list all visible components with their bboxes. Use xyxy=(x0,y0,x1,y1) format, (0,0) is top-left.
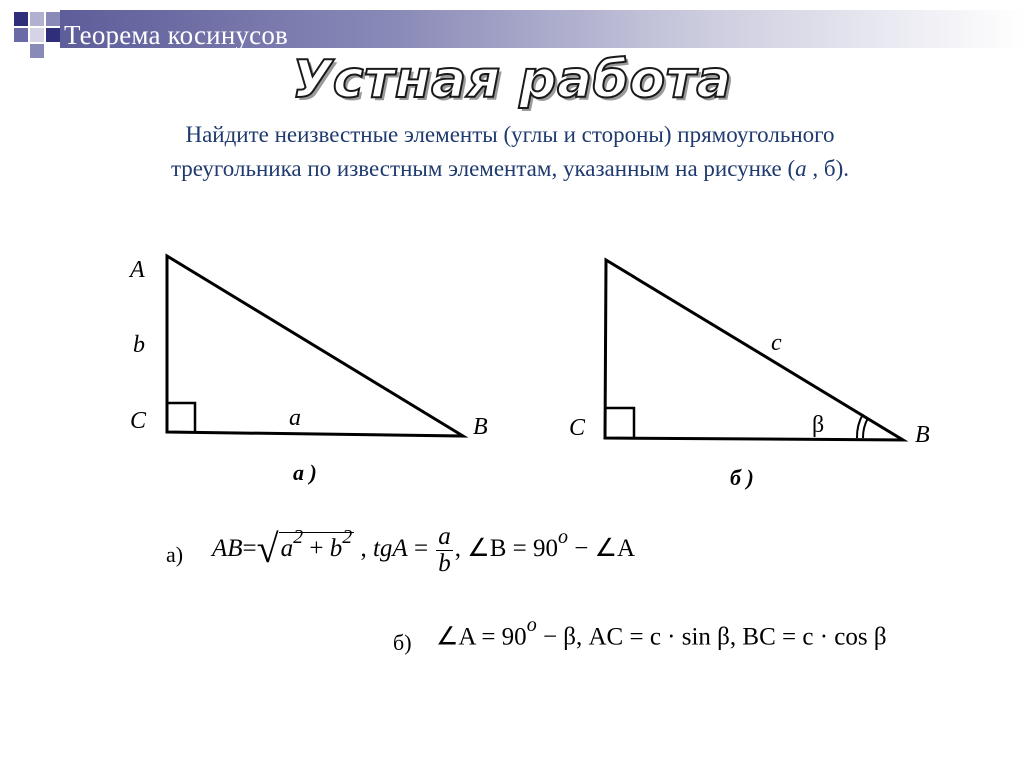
formula-a-comma1: , xyxy=(354,535,373,563)
task-line-1: Найдите неизвестные элементы (углы и стороны) прямоугольного xyxy=(185,122,835,147)
fraction-denominator: b xyxy=(438,550,451,577)
sqrt-body xyxy=(279,525,355,563)
side-label-a: a xyxy=(289,405,301,431)
side-label-b: b xyxy=(133,332,145,358)
topic-title: Теорема косинусов xyxy=(64,20,289,50)
formula-a-tg: tgA xyxy=(372,535,408,563)
figure-a xyxy=(128,256,488,485)
formula-b-part1: ∠A = 90 xyxy=(436,623,527,651)
formula-a-ab: AB xyxy=(212,535,243,563)
fraction-numerator: a xyxy=(438,523,451,550)
sqrt-b-power: 2 xyxy=(342,525,353,548)
caption-a: а ) xyxy=(293,460,317,485)
fraction-a-over-b xyxy=(436,524,453,577)
right-angle-mark-a xyxy=(167,403,195,432)
formula-a xyxy=(212,524,635,577)
sqrt-b: b xyxy=(329,535,343,563)
vertex-a-C: C xyxy=(130,408,147,434)
answer-b-label: б) xyxy=(393,630,412,655)
angle-label-beta: β xyxy=(812,412,825,438)
triangle-b xyxy=(605,260,903,440)
formula-a-degree: o xyxy=(557,525,568,548)
task-line-2-start: треугольника по известным элементам, указанным на рисунке ( xyxy=(170,156,796,181)
triangle-a xyxy=(167,256,463,436)
sqrt-plus: + xyxy=(303,535,330,563)
side-label-c: c xyxy=(771,330,782,356)
answer-a-label: а) xyxy=(166,542,184,567)
right-angle-mark-b xyxy=(605,408,634,438)
sqrt-icon: √ xyxy=(256,526,279,572)
vertex-b-C: C xyxy=(569,415,586,441)
formula-a-comma2: , xyxy=(454,535,468,563)
vertex-a-A: A xyxy=(130,257,145,283)
sqrt-expression xyxy=(257,525,355,572)
formula-a-rest: − ∠A xyxy=(567,535,636,563)
formula-a-eq: = xyxy=(242,535,257,563)
formula-b-degree: o xyxy=(526,614,537,636)
slide-title: Устная работа xyxy=(292,50,732,110)
angle-arc-1 xyxy=(863,418,868,438)
task-line-2-a: а xyxy=(795,156,807,181)
vertex-b-B: B xyxy=(915,422,930,448)
sqrt-a-power: 2 xyxy=(293,525,304,548)
figure-b xyxy=(569,260,930,490)
sqrt-a: a xyxy=(280,535,294,563)
formula-a-eq2: = xyxy=(407,535,435,563)
formula-b xyxy=(436,614,887,651)
formula-b-part2: − β, AC = c · sin β, BC = c · cos β xyxy=(536,623,887,651)
formula-a-angle: ∠B = 90 xyxy=(467,535,558,563)
caption-b: б ) xyxy=(730,465,754,490)
task-line-2-end: , б). xyxy=(806,156,850,181)
vertex-a-B: B xyxy=(473,414,488,440)
